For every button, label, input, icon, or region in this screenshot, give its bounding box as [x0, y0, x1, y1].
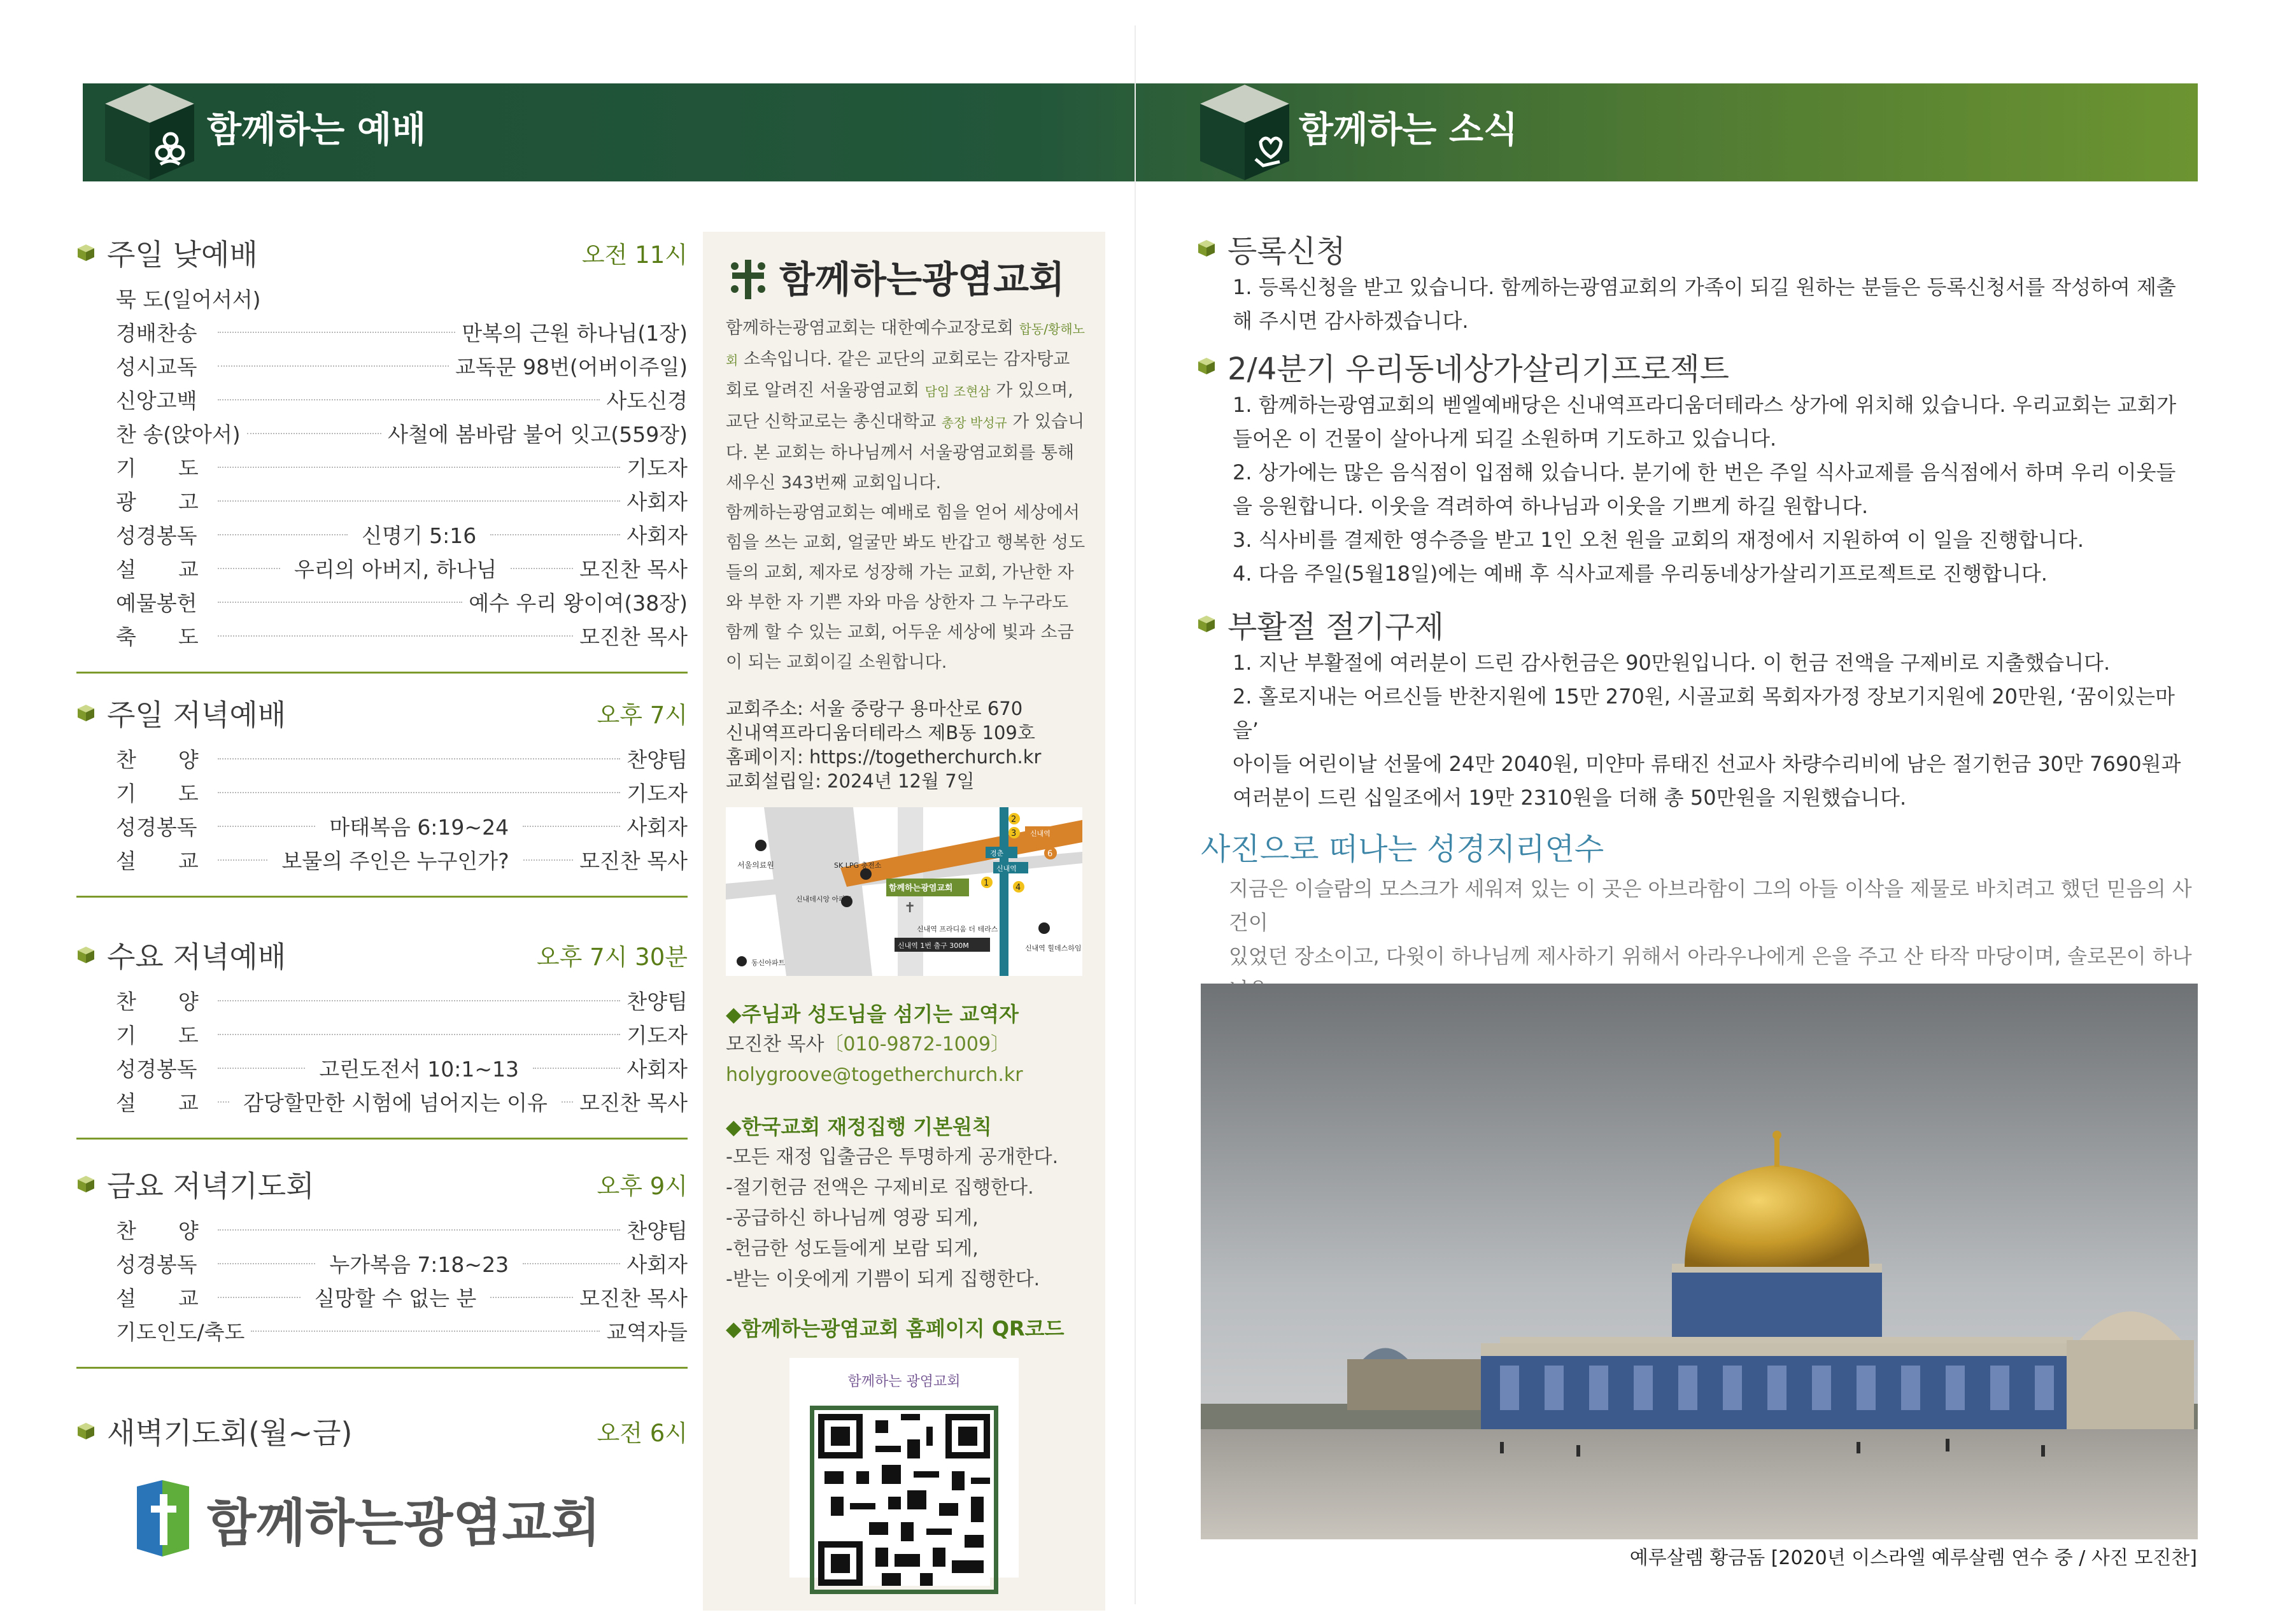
worship-header-title: 함께하는 예배	[207, 109, 427, 151]
map-label: 신내역	[1030, 830, 1051, 838]
news-line: 1. 등록신청을 받고 있습니다. 함께하는광염교회의 가족이 되길 원하는 분들은 등록신청서를 작성하여 제출	[1233, 275, 2176, 299]
dot-leader	[490, 1297, 573, 1298]
map-label: 동신아파트	[751, 959, 786, 967]
map-label-church: 함께하는광염교회	[889, 884, 953, 893]
service-time: 오후 7시 30분	[536, 943, 688, 971]
church-intro	[726, 313, 1086, 498]
order-value: 모진찬 목사	[579, 557, 688, 582]
church-cross-logo-icon	[137, 1480, 189, 1557]
bullet-cube-icon	[76, 243, 96, 262]
news-line: 을 응원합니다. 이웃을 격려하여 하나님과 이웃을 기쁘게 하길 원합니다.	[1233, 494, 1869, 518]
news-registration	[1197, 226, 2190, 338]
church-vision: 함께하는광염교회는 예배로 힘을 얻어 세상에서 힘을 쓰는 교회, 얼굴만 봐도 반갑고 행복한 성도들의 교회, 제자로 성장해 가는 교회, 가난한 자와 부한 자 기쁜 자와 마음 상한자 그 누구라도 함께 할 수 있는 교회, 어두운 세상에 빛과 소금이 되는 교회이길 소원합니다.	[726, 503, 1086, 672]
order-value: 모진찬 목사	[579, 849, 688, 873]
pastor-name: 모진찬 목사	[726, 1033, 824, 1056]
order-value: 사회자	[626, 815, 688, 840]
finance-item: -모든 재정 입출금은 투명하게 공개한다.	[726, 1146, 1059, 1168]
service-sunday-evening	[76, 691, 688, 898]
news-body	[1233, 388, 2190, 591]
service-title-row	[76, 933, 688, 977]
section-divider	[76, 1367, 688, 1369]
order-row	[116, 1314, 688, 1348]
dot-leader	[523, 1263, 620, 1264]
dot-leader	[218, 399, 600, 400]
dot-leader	[523, 826, 620, 827]
order-label: 성경봉독	[116, 1252, 197, 1277]
order-label: 성경봉독	[116, 815, 197, 840]
news-title: 2/4분기 우리동네상가살리기프로젝트	[1227, 351, 1730, 387]
dot-leader	[218, 826, 315, 827]
order-label: 기 도	[116, 781, 199, 806]
trip-line: 지금은 이슬람의 모스크가 세워져 있는 이 곳은 아브라함이 그의 아들 이삭을 제물로 바치려고 했던 믿음의 사건이	[1229, 877, 2192, 935]
service-title-row	[76, 1409, 688, 1453]
dot-leader	[523, 859, 573, 861]
news-line: 3. 식사비를 결제한 영수증을 받고 1인 오천 원을 교회의 재정에서 지원하여 이 일을 진행합니다.	[1233, 528, 2084, 552]
order-label: 설 교	[116, 1091, 199, 1115]
news-title-row	[1197, 344, 2190, 388]
order-row	[116, 450, 688, 484]
order-row	[116, 1213, 688, 1246]
map-label: 신내역 1번 출구 300M	[898, 942, 969, 950]
order-label: 설 교	[116, 849, 199, 873]
order-row	[116, 1280, 688, 1314]
dot-leader	[218, 534, 348, 535]
order-value: 사철에 봄바람 불어 잇고(559장)	[388, 422, 688, 447]
dot-leader	[218, 332, 455, 333]
dot-leader	[218, 365, 449, 367]
founded-line: 교회설립일: 2024년 12월 7일	[726, 770, 975, 792]
news-easter-relief	[1197, 602, 2190, 815]
bullet-cube-icon	[76, 1175, 96, 1194]
photo-caption: 예루살렘 황금돔 [2020년 이스라엘 예루살렘 연수 중 / 사진 모진찬]	[1629, 1547, 2197, 1569]
dot-leader	[490, 534, 620, 535]
order-row	[116, 1051, 688, 1085]
exit-number: 1	[984, 879, 989, 888]
dot-leader	[247, 433, 381, 434]
order-label: 설 교	[116, 1286, 199, 1311]
order-label: 찬 양	[116, 1218, 199, 1243]
service-time: 오전 6시	[597, 1420, 688, 1447]
section-divider	[76, 896, 688, 898]
exit-number: 3	[1011, 829, 1017, 838]
order-label: 신앙고백	[116, 388, 197, 413]
news-line: 여러분이 드린 십일조에서 19만 2310원을 더해 총 50만원을 지원했습니다.	[1233, 786, 1907, 810]
finance-item: -헌금한 성도들에게 보람 되게,	[726, 1238, 979, 1260]
qr-card	[789, 1358, 1019, 1578]
service-name: 수요 저녁예배	[107, 940, 287, 974]
intro-small: 담임 조현삼	[924, 384, 991, 399]
church-symbol-icon	[726, 257, 770, 302]
intro-text: 가 있으며, 교단 신학교로는 총신대학교	[726, 381, 1073, 432]
church-logo-bottom	[137, 1480, 600, 1557]
news-title: 등록신청	[1227, 233, 1346, 269]
service-time: 오전 11시	[581, 241, 688, 269]
dot-leader	[218, 1297, 301, 1298]
order-value: 교역자들	[606, 1320, 688, 1345]
dot-leader	[251, 1331, 600, 1332]
intro-text: 함께하는광염교회는 대한예수교장로회	[726, 318, 1014, 338]
order-value: 모진찬 목사	[579, 1286, 688, 1311]
qr-code-icon[interactable]	[810, 1406, 998, 1594]
order-row	[116, 281, 688, 315]
map-label: 신내역 프라디움 더 테라스	[917, 925, 998, 933]
news-line: 1. 지난 부활절에 여러분이 드린 감사헌금은 90만원입니다. 이 헌금 전액을 구제비로 지출했습니다.	[1233, 651, 2111, 675]
order-label: 성시교독	[116, 355, 197, 379]
dot-leader	[218, 568, 280, 569]
order-row	[116, 315, 688, 349]
worship-cube-icon	[102, 81, 197, 183]
order-value: 사회자	[626, 1057, 688, 1082]
order-row	[116, 843, 688, 877]
service-title-row	[76, 1162, 688, 1206]
dot-leader	[218, 467, 620, 468]
dot-leader	[218, 1229, 620, 1231]
order-row	[116, 1017, 688, 1051]
bullet-cube-icon	[1197, 239, 1216, 258]
dot-leader	[218, 1101, 229, 1103]
order-label: 기 도	[116, 456, 199, 481]
news-local-shops	[1197, 344, 2190, 591]
pastor-email[interactable]: holygroove@togetherchurch.kr	[726, 1064, 1023, 1086]
map-label: 신내데시앙 아파트	[796, 895, 853, 903]
section-divider	[76, 672, 688, 674]
service-time: 오후 7시	[597, 702, 688, 729]
map-label: 신내역 힐데스하임	[1025, 944, 1082, 952]
map-label: 서울의료원	[737, 861, 774, 870]
order-label: 기도인도/축도	[116, 1320, 245, 1345]
order-value: 모진찬 목사	[579, 1091, 688, 1115]
order-value: 기도자	[626, 456, 688, 481]
order-scripture: 신명기 5:16	[362, 523, 477, 548]
service-sunday-morning	[76, 230, 688, 674]
order-label: 성경봉독	[116, 1057, 197, 1082]
order-row	[116, 1085, 688, 1119]
order-row	[116, 383, 688, 416]
trip-line: 있었던 장소이고, 다윗이 하나님께 제사하기 위해서 아라우나에게 은을 주고 산 타작 마당이며, 솔로몬이 하나	[1229, 944, 2192, 968]
order-label: 성경봉독	[116, 523, 197, 548]
service-name: 주일 낮예배	[107, 237, 258, 272]
order-row	[116, 416, 688, 450]
dot-leader	[218, 792, 620, 793]
dot-leader	[218, 602, 462, 603]
order-row	[116, 585, 688, 619]
order-sermon-title: 우리의 아버지, 하나님	[294, 557, 497, 582]
order-label: 예물봉헌	[116, 591, 197, 616]
news-cube-icon	[1197, 81, 1292, 183]
homepage-line: 홈페이지: https://togetherchurch.kr	[726, 746, 1042, 768]
order-label: 찬 양	[116, 989, 199, 1014]
intro-text: 가 있습니다. 본 교회는 하나님께서 서울광염교회를 통해 세우신 343번째 교회입니다.	[726, 412, 1085, 493]
service-name: 주일 저녁예배	[107, 698, 287, 732]
news-line: 2. 상가에는 많은 음식점이 입점해 있습니다. 분기에 한 번은 주일 식사교제를 음식점에서 하며 우리 이웃들	[1233, 460, 2176, 484]
page-fold-divider	[1135, 25, 1136, 1604]
church-name-bottom: 함께하는광염교회	[207, 1493, 601, 1553]
order-value: 찬양팀	[626, 1218, 688, 1243]
order-value: 기도자	[626, 1023, 688, 1048]
church-logo-top	[726, 257, 1086, 302]
news-line: 2. 홀로지내는 어르신들 반찬지원에 15만 270원, 시골교회 목회자가정 장보기지원에 20만원, ‘꿈이있는마을’	[1233, 684, 2175, 742]
pastor-line	[726, 1029, 1086, 1060]
order-label: 찬 송(앉아서)	[116, 422, 241, 447]
service-name: 새벽기도회(월~금)	[107, 1416, 353, 1450]
dot-leader	[218, 758, 620, 759]
news-line: 아이들 어린이날 선물에 24만 2040원, 미얀마 류태진 선교사 차량수리비에 남은 절기헌금 30만 7690원과	[1233, 752, 2181, 776]
address-line: 신내역프라디움더테라스 제B동 109호	[726, 722, 1035, 744]
order-value: 찬양팀	[626, 989, 688, 1014]
dot-leader	[218, 1068, 305, 1069]
bullet-cube-icon	[76, 703, 96, 723]
dot-leader	[218, 1000, 620, 1001]
order-value: 사도신경	[606, 388, 688, 413]
pastor-phone: 〔010-9872-1009〕	[824, 1033, 1010, 1056]
exit-number: 6	[1047, 849, 1053, 859]
order-row	[116, 484, 688, 518]
service-title-row	[76, 230, 688, 275]
bullet-cube-icon	[76, 1422, 96, 1441]
order-label: 찬 양	[116, 747, 199, 772]
service-wednesday-evening	[76, 933, 688, 1140]
map-cross-icon: ✝	[904, 900, 916, 916]
intro-small: 합동/황해노회	[726, 321, 1085, 368]
map-label: 신내역	[996, 865, 1017, 873]
section-divider	[76, 1138, 688, 1140]
order-value: 교독문 98번(어버이주일)	[455, 355, 688, 379]
address-line: 교회주소: 서울 중랑구 용마산로 670	[726, 698, 1023, 719]
dot-leader	[562, 1101, 573, 1103]
order-value: 사회자	[626, 523, 688, 548]
order-label: 묵 도(일어서서)	[116, 287, 261, 312]
news-body	[1233, 271, 2190, 338]
trip-title: 사진으로 떠나는 성경지리연수	[1201, 831, 1604, 867]
news-title-row	[1197, 602, 2190, 646]
order-scripture: 마태복음 6:19~24	[329, 815, 509, 840]
service-time: 오후 9시	[597, 1173, 688, 1200]
order-scripture: 고린도전서 10:1~13	[319, 1057, 519, 1082]
exit-number: 2	[1011, 815, 1017, 824]
church-address	[726, 696, 1086, 793]
finance-heading: ◆한국교회 재정집행 기본원칙	[726, 1115, 992, 1139]
intro-small: 총장 박성규	[941, 415, 1007, 430]
order-value: 만복의 근원 하나님(1장)	[462, 321, 688, 346]
order-row	[116, 775, 688, 809]
news-line: 해 주시면 감사하겠습니다.	[1233, 309, 1469, 333]
finance-item: -공급하신 하나님께 영광 되게,	[726, 1207, 979, 1229]
dot-leader	[218, 500, 620, 502]
church-logo-text: 함께하는광염교회	[779, 257, 1065, 301]
bullet-cube-icon	[76, 945, 96, 964]
service-name: 금요 저녁기도회	[107, 1169, 315, 1203]
bullet-cube-icon	[1197, 614, 1216, 633]
order-value: 기도자	[626, 781, 688, 806]
map-label: SK LPG 충전소	[834, 861, 882, 870]
order-row	[116, 742, 688, 775]
location-map	[726, 807, 1082, 976]
dot-leader	[511, 568, 573, 569]
order-row	[116, 809, 688, 843]
dot-leader	[218, 635, 573, 637]
order-sermon-title: 보물의 주인은 누구인가?	[281, 849, 509, 873]
map-label: 경춘	[990, 849, 1004, 858]
order-value: 찬양팀	[626, 747, 688, 772]
dome-of-the-rock-photo	[1201, 984, 2198, 1539]
intro-text: 소속입니다. 같은 교단의 교회로는 감자탕교회로 알려진 서울광염교회	[726, 350, 1070, 400]
finance-item: -받는 이웃에게 기쁨이 되게 집행한다.	[726, 1268, 1040, 1290]
order-row	[116, 984, 688, 1017]
order-label: 광 고	[116, 490, 199, 514]
order-row	[116, 349, 688, 383]
order-sermon-title: 감당할만한 시험에 넘어지는 이유	[243, 1091, 548, 1115]
service-title-row	[76, 691, 688, 735]
dot-leader	[533, 1068, 620, 1069]
pastor-heading: ◆주님과 성도님을 섬기는 교역자	[726, 1002, 1019, 1026]
order-sermon-title: 실망할 수 없는 분	[314, 1286, 477, 1311]
dot-leader	[218, 1034, 620, 1035]
qr-label: 함께하는 광염교회	[847, 1374, 961, 1390]
dot-leader	[218, 1263, 315, 1264]
dot-leader	[218, 859, 267, 861]
qr-heading: ◆함께하는광염교회 홈페이지 QR코드	[726, 1317, 1065, 1341]
finance-item: -절기헌금 전액은 구제비로 집행한다.	[726, 1176, 1034, 1199]
order-label: 기 도	[116, 1023, 199, 1048]
news-line: 1. 함께하는광염교회의 벧엘예배당은 신내역프라디움더테라스 상가에 위치해 있습니다. 우리교회는 교회가	[1233, 393, 2177, 417]
order-scripture: 누가복음 7:18~23	[329, 1252, 509, 1277]
news-body	[1233, 646, 2190, 815]
order-value: 모진찬 목사	[579, 625, 688, 649]
bullet-cube-icon	[1197, 357, 1216, 376]
news-line: 4. 다음 주일(5월18일)에는 예배 후 식사교제를 우리동네상가살리기프로젝트로 진행합니다.	[1233, 561, 2048, 586]
service-friday-prayer	[76, 1162, 688, 1369]
order-row	[116, 551, 688, 585]
church-info-panel	[703, 232, 1105, 1611]
order-row	[116, 619, 688, 653]
order-label: 설 교	[116, 557, 199, 582]
order-value: 사회자	[626, 1252, 688, 1277]
order-row	[116, 518, 688, 551]
order-label: 축 도	[116, 625, 199, 649]
order-value: 예수 우리 왕이여(38장)	[469, 591, 688, 616]
news-title: 부활절 절기구제	[1227, 609, 1444, 645]
order-label: 경배찬송	[116, 321, 197, 346]
news-title-row	[1197, 226, 2190, 271]
service-dawn-prayer	[76, 1409, 688, 1453]
news-header-title: 함께하는 소식	[1299, 109, 1518, 151]
order-row	[116, 1246, 688, 1280]
news-line: 들어온 이 건물이 살아나게 되길 소원하며 기도하고 있습니다.	[1233, 427, 1777, 451]
exit-number: 4	[1015, 883, 1021, 893]
order-value: 사회자	[626, 490, 688, 514]
